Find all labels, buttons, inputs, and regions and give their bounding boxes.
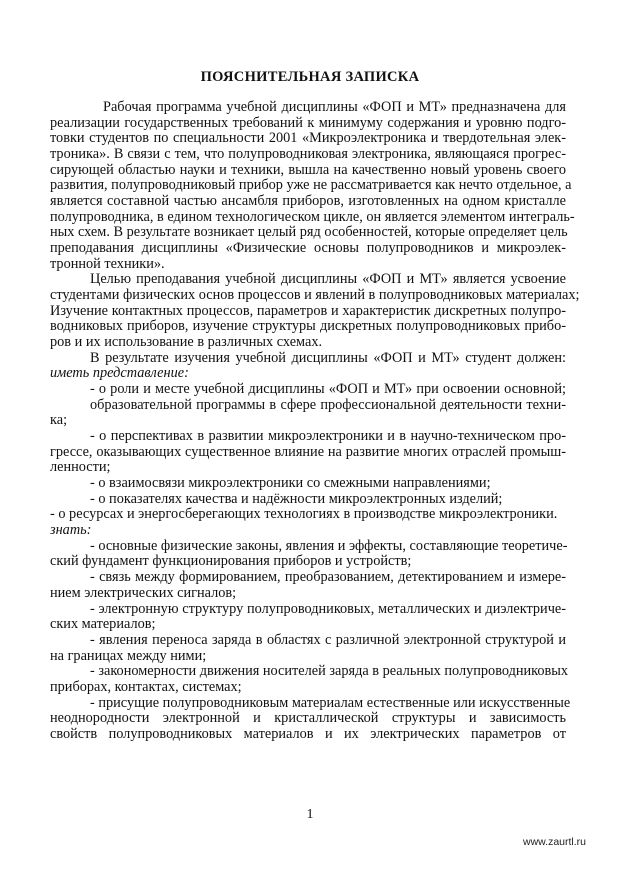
text-line: ленности;	[50, 459, 111, 476]
document-body	[50, 99, 580, 743]
text-line: - о ресурсах и энергосберегающих технологиях в производстве микроэлектроники.	[50, 506, 558, 523]
text-line: - основные физические законы, явления и эффекты, составляющие теоретиче-	[90, 537, 568, 554]
text-line: В результате изучения учебной дисциплины «ФОП и МТ» студент должен:	[90, 349, 566, 366]
text-line: - присущие полупроводниковым материалам естественные или искусственные	[90, 694, 571, 711]
text-line: ский фундамент функционирования приборов и устройств;	[50, 553, 412, 570]
text-line: тронной техники».	[50, 255, 165, 272]
text-line: - о показателях качества и надёжности микроэлектронных изделий;	[90, 490, 503, 507]
text-line: знать:	[50, 522, 92, 539]
text-line: ка;	[50, 412, 68, 429]
text-line: - закономерности движения носителей заряда в реальных полупроводниковых	[90, 663, 569, 680]
text-line: - о роли и месте учебной дисциплины «ФОП и МТ» при освоении основной;	[90, 381, 566, 398]
text-line: свойств полупроводниковых материалов и их электрических параметров от	[50, 725, 566, 742]
text-line: - явления переноса заряда в областях с различной электронной структурой и	[90, 631, 566, 648]
text-line: преподавания дисциплины «Физические основы полупроводников и микроэлек-	[50, 240, 566, 257]
text-line: реализации государственных требований к минимуму содержания и уровню подго-	[50, 114, 566, 131]
text-line: - о перспективах в развитии микроэлектроники и в научно-техническом про-	[90, 428, 566, 445]
text-line: сирующей областью науки и техники, вышла на качественно новый уровень своего	[50, 161, 566, 178]
text-line: Рабочая программа учебной дисциплины «ФОП и МТ» предназначена для	[103, 99, 566, 115]
text-line: - о взаимосвязи микроэлектроники со смежными направлениями;	[90, 475, 491, 492]
text-line: полупроводника, в едином технологическом цикле, он является элементом интеграль-	[50, 208, 575, 225]
text-line: Изучение контактных процессов, параметров и характеристик дискретных полупро-	[50, 302, 566, 319]
text-line: ров и их использование в различных схемах.	[50, 334, 323, 351]
text-line: приборах, контактах, системах;	[50, 678, 242, 695]
text-line: образовательной программы в сфере профессиональной деятельности техни-	[90, 396, 566, 413]
text-line: на границах между ними;	[50, 647, 207, 664]
text-line: нием электрических сигналов;	[50, 584, 237, 601]
text-line: водниковых приборов, изучение структуры дискретных полупроводниковых прибо-	[50, 318, 566, 335]
text-line: Целью преподавания учебной дисциплины «ФОП и МТ» является усвоение	[90, 271, 566, 288]
page-number: 1	[306, 807, 314, 822]
document-title: ПОЯСНИТЕЛЬНАЯ ЗАПИСКА	[200, 69, 420, 85]
text-line: является составной частью ансамбля приборов, изготовленных на одном кристалле	[50, 193, 566, 210]
text-line: неоднородности электронной и кристаллической структуры и зависимость	[50, 710, 566, 727]
text-line: товки студентов по специальности 2001 «Микроэлектроника и твердотельная элек-	[50, 130, 566, 147]
text-line: - связь между формированием, преобразованием, детектированием и измере-	[90, 569, 566, 586]
text-line: троника». В связи с тем, что полупроводниковая электроника, являющаяся прогрес-	[50, 146, 566, 163]
text-line: иметь представление:	[50, 365, 189, 382]
text-line: ных схем. В результате возникает целый ряд особенностей, которые определяет цель	[50, 224, 568, 241]
watermark-url[interactable]: www.zaurtl.ru	[522, 836, 586, 848]
text-line: развития, полупроводниковый прибор уже не рассматривается как нечто отдельное, а	[50, 177, 572, 194]
text-line: студентами физических основ процессов и явлений в полупроводниковых материалах;	[50, 287, 580, 304]
text-line: грессе, оказывающих существенное влияние на развитие многих отраслей промыш-	[50, 443, 566, 460]
text-line: ских материалов;	[50, 616, 156, 633]
text-line: - электронную структуру полупроводниковых, металлических и диэлектриче-	[90, 600, 566, 617]
